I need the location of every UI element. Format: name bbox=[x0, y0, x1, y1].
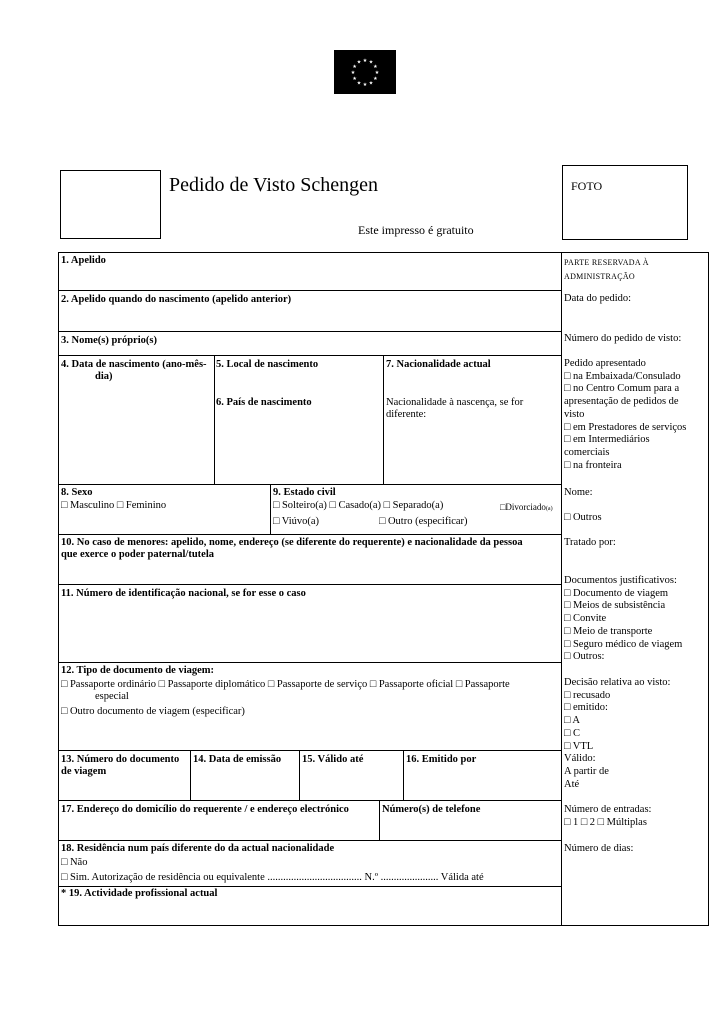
admin-valid: Válido: bbox=[564, 753, 596, 765]
civil-status-other[interactable]: □ Outro (especificar) bbox=[379, 516, 468, 527]
free-notice: Este impresso é gratuito bbox=[358, 223, 474, 237]
admin-opt-intermediaries[interactable]: □ em Intermediários bbox=[564, 434, 650, 446]
field-issued-by: 16. Emitido por bbox=[406, 754, 477, 765]
field-sex: 8. Sexo bbox=[61, 487, 93, 498]
admin-date-of-request: Data do pedido: bbox=[564, 293, 632, 304]
admin-supporting-docs-block bbox=[564, 575, 682, 664]
admin-heading bbox=[564, 256, 649, 284]
admin-name: Nome: bbox=[564, 487, 593, 498]
civil-status-options[interactable]: □ Solteiro(a) □ Casado(a) □ Separado(a) bbox=[273, 500, 444, 511]
stamp-box bbox=[60, 170, 161, 239]
svg-text:★: ★ bbox=[356, 59, 362, 66]
field-document-number: 13. Número do documento bbox=[61, 754, 180, 765]
field-surname: 1. Apelido bbox=[61, 255, 106, 266]
field-date-of-birth-cont: dia) bbox=[95, 371, 113, 382]
svg-text:★: ★ bbox=[350, 70, 356, 76]
admin-type-a[interactable]: □ A bbox=[564, 715, 580, 727]
photo-label: FOTO bbox=[571, 179, 603, 193]
civil-status-widowed[interactable]: □ Viúvo(a) bbox=[273, 516, 320, 527]
photo-box bbox=[562, 165, 688, 240]
travel-document-options-cont: especial bbox=[95, 691, 129, 702]
admin-from: A partir de bbox=[564, 765, 609, 777]
admin-decision-block bbox=[564, 677, 670, 791]
travel-document-other[interactable]: □ Outro documento de viagem (especificar) bbox=[61, 706, 245, 717]
admin-doc-means[interactable]: □ Meios de subsistência bbox=[564, 600, 666, 612]
admin-opt-service-providers[interactable]: □ em Prestadores de serviços bbox=[564, 421, 687, 433]
admin-doc-travel[interactable]: □ Documento de viagem bbox=[564, 587, 669, 599]
admin-opt-common-center-2: apresentação de pedidos de bbox=[564, 396, 679, 408]
admin-days: Número de dias: bbox=[564, 843, 634, 854]
residence-no[interactable]: □ Não bbox=[61, 857, 88, 868]
svg-text:★: ★ bbox=[362, 58, 368, 64]
sex-options[interactable]: □ Masculino □ Feminino bbox=[61, 500, 167, 511]
admin-submitted-block bbox=[564, 358, 686, 472]
eu-stars-icon bbox=[334, 50, 396, 94]
svg-text:★: ★ bbox=[373, 64, 378, 70]
travel-document-options[interactable]: □ Passaporte ordinário □ Passaporte diplomático □ Passaporte de serviço □ Passaporte oficial □ Passaporte bbox=[61, 679, 510, 690]
field-document-number-cont: de viagem bbox=[61, 766, 107, 777]
svg-text:★: ★ bbox=[373, 76, 378, 82]
admin-request-number: Número do pedido de visto: bbox=[564, 333, 682, 344]
field-travel-document-type: 12. Tipo de documento de viagem: bbox=[61, 665, 215, 676]
civil-status-divorced-label: □Divorciado bbox=[500, 502, 546, 512]
admin-doc-invitation[interactable]: □ Convite bbox=[564, 613, 607, 625]
field-nationality-at-birth-cont: diferente: bbox=[386, 409, 427, 420]
admin-entries: Número de entradas: bbox=[564, 804, 652, 815]
admin-until: Até bbox=[564, 778, 580, 790]
svg-text:★: ★ bbox=[352, 76, 357, 82]
field-valid-until: 15. Válido até bbox=[302, 754, 364, 765]
admin-heading-line2: ADMINISTRAÇÃO bbox=[564, 272, 636, 281]
admin-opt-intermediaries-2: comerciais bbox=[564, 446, 610, 458]
admin-doc-transport[interactable]: □ Meio de transporte bbox=[564, 625, 653, 637]
admin-entries-options[interactable]: □ 1 □ 2 □ Múltiplas bbox=[564, 817, 647, 828]
field-date-of-birth: 4. Data de nascimento (ano-mês- bbox=[61, 359, 207, 370]
field-civil-status: 9. Estado civil bbox=[273, 487, 336, 498]
field-minor-guardian-cont: que exerce o poder paternal/tutela bbox=[61, 549, 215, 560]
admin-doc-insurance[interactable]: □ Seguro médico de viagem bbox=[564, 638, 683, 650]
admin-type-vtl[interactable]: □ VTL bbox=[564, 740, 594, 752]
field-first-names: 3. Nome(s) próprio(s) bbox=[61, 335, 157, 346]
page-title: Pedido de Visto Schengen bbox=[169, 174, 378, 196]
admin-opt-embassy[interactable]: □ na Embaixada/Consulado bbox=[564, 370, 681, 382]
field-home-address: 17. Endereço do domicílio do requerente / e endereço electrónico bbox=[61, 804, 349, 815]
admin-decision: Decisão relativa ao visto: bbox=[564, 677, 671, 688]
field-current-nationality: 7. Nacionalidade actual bbox=[386, 359, 491, 370]
field-nationality-at-birth: Nacionalidade à nascença, se for bbox=[386, 397, 524, 408]
admin-heading-line1: PARTE RESERVADA À bbox=[564, 258, 649, 267]
eu-flag-logo bbox=[334, 50, 396, 94]
admin-opt-common-center-3: visto bbox=[564, 408, 585, 420]
civil-status-divorced-suffix: (a) bbox=[545, 506, 553, 512]
admin-refused[interactable]: □ recusado bbox=[564, 689, 611, 701]
admin-others[interactable]: □ Outros bbox=[564, 512, 602, 523]
field-issue-date: 14. Data de emissão bbox=[193, 754, 282, 765]
svg-text:★: ★ bbox=[352, 64, 357, 70]
field-country-of-birth: 6. País de nascimento bbox=[216, 397, 312, 408]
svg-text:★: ★ bbox=[362, 82, 368, 88]
field-surname-at-birth: 2. Apelido quando do nascimento (apelido anterior) bbox=[61, 294, 292, 305]
field-place-of-birth: 5. Local de nascimento bbox=[216, 359, 319, 370]
svg-text:★: ★ bbox=[368, 80, 374, 87]
residence-yes[interactable]: □ Sim. Autorização de residência ou equivalente .................................... N.º ...................... Válida até bbox=[61, 872, 484, 883]
field-minor-guardian: 10. No caso de menores: apelido, nome, endereço (se diferente do requerente) e nacionalidade da pessoa bbox=[61, 537, 523, 548]
admin-opt-border[interactable]: □ na fronteira bbox=[564, 459, 622, 471]
admin-opt-common-center[interactable]: □ no Centro Comum para a bbox=[564, 383, 680, 395]
field-national-id: 11. Número de identificação nacional, se for esse o caso bbox=[61, 588, 306, 599]
admin-doc-other[interactable]: □ Outros: bbox=[564, 651, 605, 663]
field-phone-numbers: Número(s) de telefone bbox=[382, 804, 481, 815]
civil-status-divorced[interactable] bbox=[500, 501, 553, 516]
svg-text:★: ★ bbox=[356, 80, 362, 87]
admin-supporting-docs: Documentos justificativos: bbox=[564, 575, 677, 586]
field-occupation: * 19. Actividade profissional actual bbox=[61, 888, 218, 899]
admin-handled-by: Tratado por: bbox=[564, 537, 616, 548]
svg-text:★: ★ bbox=[368, 59, 374, 66]
admin-submitted: Pedido apresentado bbox=[564, 358, 646, 369]
field-residence: 18. Residência num país diferente do da actual nacionalidade bbox=[61, 843, 335, 854]
admin-issued[interactable]: □ emitido: bbox=[564, 702, 608, 714]
admin-type-c[interactable]: □ C bbox=[564, 727, 580, 739]
svg-text:★: ★ bbox=[374, 70, 380, 76]
